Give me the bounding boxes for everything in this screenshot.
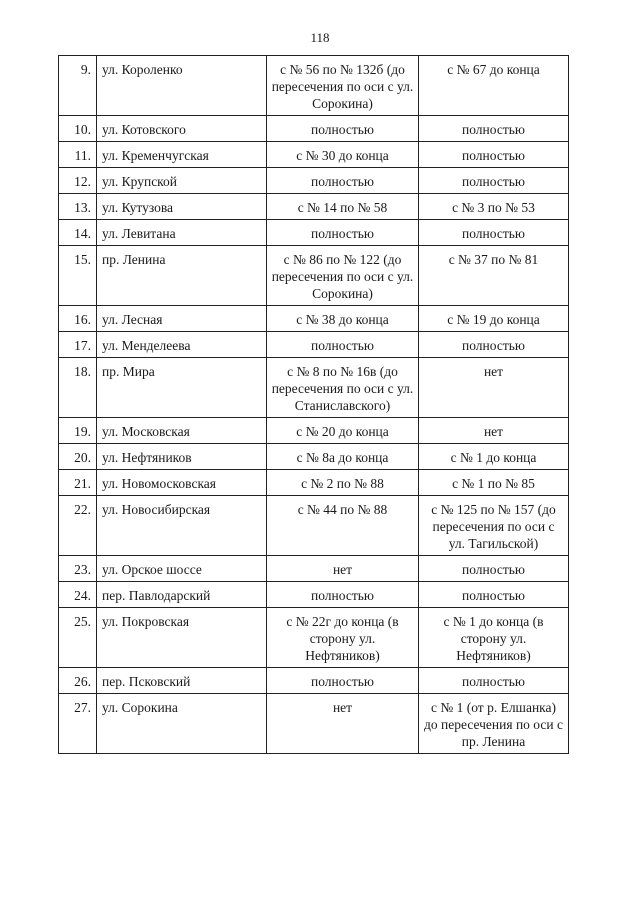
- street-name: ул. Крупской: [97, 168, 267, 194]
- row-number: 23.: [59, 556, 97, 582]
- even-side-range: нет: [267, 694, 419, 754]
- table-row: [59, 556, 569, 582]
- row-number: 26.: [59, 668, 97, 694]
- even-side-range: с № 8 по № 16в (до пересечения по оси с ул. Станиславского): [267, 358, 419, 418]
- odd-side-range: с № 19 до конца: [419, 306, 569, 332]
- table-row: [59, 608, 569, 668]
- street-name: ул. Покровская: [97, 608, 267, 668]
- even-side-range: с № 22г до конца (в сторону ул. Нефтяников): [267, 608, 419, 668]
- row-number: 25.: [59, 608, 97, 668]
- odd-side-range: полностью: [419, 582, 569, 608]
- row-number: 16.: [59, 306, 97, 332]
- table-row: [59, 496, 569, 556]
- street-name: ул. Новосибирская: [97, 496, 267, 556]
- street-name: ул. Короленко: [97, 56, 267, 116]
- table-row: [59, 116, 569, 142]
- table-row: [59, 668, 569, 694]
- row-number: 24.: [59, 582, 97, 608]
- odd-side-range: полностью: [419, 168, 569, 194]
- street-name: ул. Лесная: [97, 306, 267, 332]
- table-body: [59, 56, 569, 754]
- street-name: пр. Ленина: [97, 246, 267, 306]
- table-row: [59, 470, 569, 496]
- street-name: ул. Орское шоссе: [97, 556, 267, 582]
- odd-side-range: нет: [419, 358, 569, 418]
- odd-side-range: с № 1 до конца: [419, 444, 569, 470]
- row-number: 19.: [59, 418, 97, 444]
- street-name: ул. Нефтяников: [97, 444, 267, 470]
- row-number: 9.: [59, 56, 97, 116]
- street-name: ул. Менделеева: [97, 332, 267, 358]
- table-row: [59, 332, 569, 358]
- even-side-range: полностью: [267, 168, 419, 194]
- row-number: 27.: [59, 694, 97, 754]
- table-row: [59, 194, 569, 220]
- even-side-range: полностью: [267, 332, 419, 358]
- row-number: 13.: [59, 194, 97, 220]
- odd-side-range: нет: [419, 418, 569, 444]
- row-number: 17.: [59, 332, 97, 358]
- street-name: ул. Кременчугская: [97, 142, 267, 168]
- table-row: [59, 444, 569, 470]
- row-number: 15.: [59, 246, 97, 306]
- table-row: [59, 220, 569, 246]
- row-number: 18.: [59, 358, 97, 418]
- even-side-range: с № 20 до конца: [267, 418, 419, 444]
- even-side-range: нет: [267, 556, 419, 582]
- row-number: 20.: [59, 444, 97, 470]
- odd-side-range: с № 67 до конца: [419, 56, 569, 116]
- row-number: 10.: [59, 116, 97, 142]
- odd-side-range: полностью: [419, 332, 569, 358]
- odd-side-range: с № 1 (от р. Елшанка) до пересечения по оси с пр. Ленина: [419, 694, 569, 754]
- table-row: [59, 418, 569, 444]
- row-number: 22.: [59, 496, 97, 556]
- street-name: пер. Псковский: [97, 668, 267, 694]
- street-name: ул. Котовского: [97, 116, 267, 142]
- even-side-range: с № 86 по № 122 (до пересечения по оси с ул. Сорокина): [267, 246, 419, 306]
- row-number: 12.: [59, 168, 97, 194]
- odd-side-range: полностью: [419, 116, 569, 142]
- table-row: [59, 694, 569, 754]
- table-row: [59, 358, 569, 418]
- street-name: пр. Мира: [97, 358, 267, 418]
- odd-side-range: полностью: [419, 220, 569, 246]
- odd-side-range: полностью: [419, 142, 569, 168]
- table-row: [59, 168, 569, 194]
- even-side-range: с № 8а до конца: [267, 444, 419, 470]
- row-number: 14.: [59, 220, 97, 246]
- street-name: ул. Кутузова: [97, 194, 267, 220]
- odd-side-range: полностью: [419, 668, 569, 694]
- odd-side-range: полностью: [419, 556, 569, 582]
- even-side-range: с № 14 по № 58: [267, 194, 419, 220]
- odd-side-range: с № 1 до конца (в сторону ул. Нефтяников): [419, 608, 569, 668]
- table-row: [59, 306, 569, 332]
- row-number: 11.: [59, 142, 97, 168]
- even-side-range: с № 56 по № 132б (до пересечения по оси с ул. Сорокина): [267, 56, 419, 116]
- even-side-range: полностью: [267, 582, 419, 608]
- odd-side-range: с № 125 по № 157 (до пересечения по оси с ул. Тагильской): [419, 496, 569, 556]
- row-number: 21.: [59, 470, 97, 496]
- page-number: 118: [310, 30, 330, 45]
- even-side-range: с № 2 по № 88: [267, 470, 419, 496]
- street-name: ул. Сорокина: [97, 694, 267, 754]
- odd-side-range: с № 37 по № 81: [419, 246, 569, 306]
- table-row: [59, 56, 569, 116]
- odd-side-range: с № 3 по № 53: [419, 194, 569, 220]
- street-name: ул. Новомосковская: [97, 470, 267, 496]
- street-name: ул. Левитана: [97, 220, 267, 246]
- even-side-range: полностью: [267, 220, 419, 246]
- street-name: пер. Павлодарский: [97, 582, 267, 608]
- street-name: ул. Московская: [97, 418, 267, 444]
- even-side-range: с № 44 по № 88: [267, 496, 419, 556]
- even-side-range: полностью: [267, 116, 419, 142]
- even-side-range: полностью: [267, 668, 419, 694]
- even-side-range: с № 30 до конца: [267, 142, 419, 168]
- table-row: [59, 582, 569, 608]
- table-row: [59, 246, 569, 306]
- street-table: [58, 55, 569, 754]
- odd-side-range: с № 1 по № 85: [419, 470, 569, 496]
- even-side-range: с № 38 до конца: [267, 306, 419, 332]
- table-row: [59, 142, 569, 168]
